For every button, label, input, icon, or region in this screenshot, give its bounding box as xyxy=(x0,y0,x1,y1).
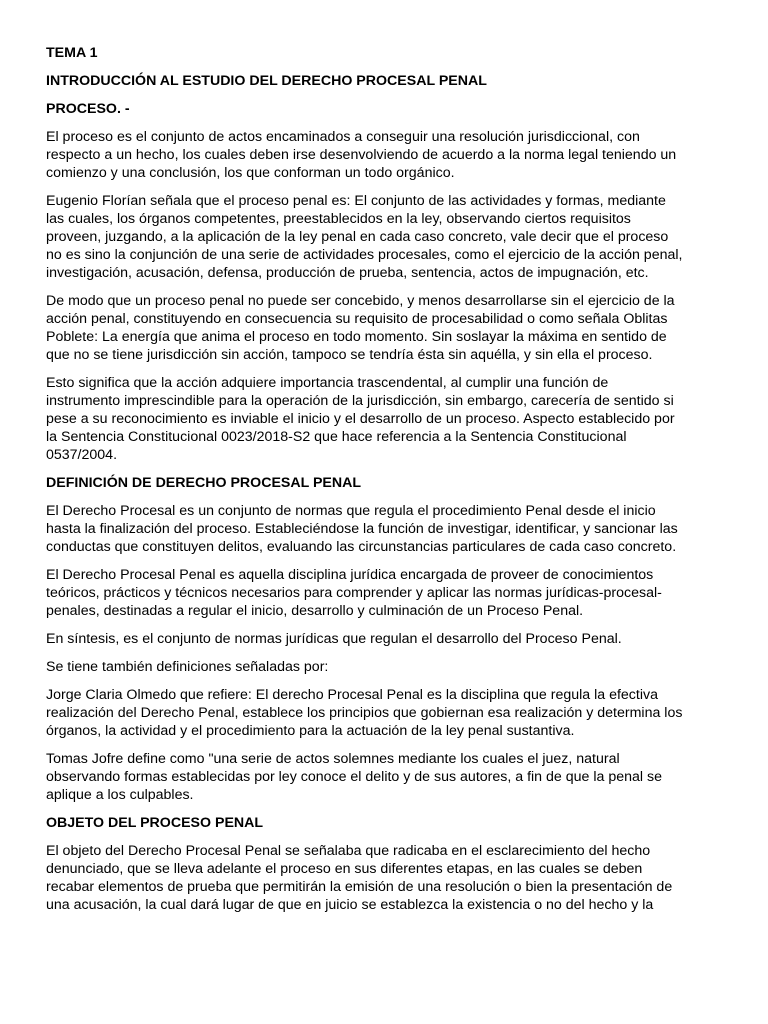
paragraph xyxy=(46,128,726,182)
paragraph xyxy=(46,192,726,282)
paragraph-line: El Derecho Procesal es un conjunto de normas que regula el procedimiento Penal desde el inicio xyxy=(46,503,656,519)
paragraph-line: El objeto del Derecho Procesal Penal se señalaba que radicaba en el esclarecimiento del hecho xyxy=(46,843,651,859)
paragraph xyxy=(46,292,726,364)
paragraph-line: comienzo y una conclusión, los que conforman un todo orgánico. xyxy=(46,165,455,181)
paragraph-line: teóricos, prácticos y técnicos necesarios para comprender y aplicar las normas jurídicas-procesal- xyxy=(46,585,662,601)
paragraph-line: la Sentencia Constitucional 0023/2018-S2 que hace referencia a la Sentencia Constitucional xyxy=(46,429,627,445)
paragraph-line: Se tiene también definiciones señaladas por: xyxy=(46,659,329,675)
paragraph xyxy=(46,686,726,740)
paragraph xyxy=(46,566,726,620)
paragraph-line: que no se tiene jurisdicción sin acción, tampoco se tendría ésta sin aquélla, y sin ella el proceso. xyxy=(46,347,653,363)
document-page xyxy=(46,44,726,924)
paragraph-line: respecto a un hecho, los cuales deben irse desenvolviendo de acuerdo a la norma legal teniendo un xyxy=(46,147,677,163)
paragraph xyxy=(46,374,726,464)
paragraph-line: órganos, la actividad y el procedimiento para la actuación de la ley penal sustantiva. xyxy=(46,723,575,739)
paragraph-line: conductas que constituyen delitos, evaluando las circunstancias particulares de cada caso concreto. xyxy=(46,539,677,555)
paragraph-line: Jorge Claria Olmedo que refiere: El derecho Procesal Penal es la disciplina que regula la efectiva xyxy=(46,687,658,703)
paragraph-line: El Derecho Procesal Penal es aquella disciplina jurídica encargada de proveer de conocimientos xyxy=(46,567,654,583)
paragraph-line: pese a su reconocimiento es inviable el inicio y el desarrollo de un proceso. Aspecto establecido por xyxy=(46,411,675,427)
paragraph-line: realización del Derecho Penal, establece los principios que gobiernan esa realización y determina los xyxy=(46,705,683,721)
paragraph-line: En síntesis, es el conjunto de normas jurídicas que regulan el desarrollo del Proceso Penal. xyxy=(46,631,622,647)
paragraph-line: penales, destinadas a regular el inicio, desarrollo y culminación de un Proceso Penal. xyxy=(46,603,584,619)
paragraph xyxy=(46,502,726,556)
paragraph-line: no es sino la conjunción de una serie de actividades procesales, como el ejercicio de la acción penal, xyxy=(46,247,683,263)
paragraph-line: aplique a los culpables. xyxy=(46,787,194,803)
section-heading-proceso: PROCESO. - xyxy=(46,101,130,117)
document-title: INTRODUCCIÓN AL ESTUDIO DEL DERECHO PROCESAL PENAL xyxy=(46,73,487,89)
paragraph-line: Tomas Jofre define como "una serie de actos solemnes mediante los cuales el juez, natural xyxy=(46,751,620,767)
paragraph xyxy=(46,750,726,804)
paragraph-line: recabar elementos de prueba que permitirán la emisión de una resolución o bien la presentación de xyxy=(46,879,673,895)
paragraph-line: denunciado, que se lleva adelante el proceso en sus diferentes etapas, en las cuales se deben xyxy=(46,861,643,877)
paragraph-line: acción penal, constituyendo en consecuencia su requisito de procesabilidad o como señala Oblitas xyxy=(46,311,668,327)
section-heading-definicion: DEFINICIÓN DE DERECHO PROCESAL PENAL xyxy=(46,475,362,491)
paragraph-line: las cuales, los órganos competentes, preestablecidos en la ley, observando ciertos requisitos xyxy=(46,211,631,227)
paragraph-line: observando formas establecidas por ley conoce el delito y de sus autores, a fin de que la penal se xyxy=(46,769,662,785)
paragraph xyxy=(46,658,726,676)
section-heading-objeto: OBJETO DEL PROCESO PENAL xyxy=(46,815,264,831)
paragraph xyxy=(46,842,726,914)
paragraph-line: una acusación, la cual dará lugar de que en juicio se establezca la existencia o no del hecho y la xyxy=(46,897,654,913)
topic-number: TEMA 1 xyxy=(46,45,98,61)
paragraph-line: instrumento imprescindible para la operación de la jurisdicción, sin embargo, carecería de sentido si xyxy=(46,393,674,409)
paragraph-line: proveen, juzgando, a la aplicación de la ley penal en cada caso concreto, vale decir que el proceso xyxy=(46,229,669,245)
paragraph-line: El proceso es el conjunto de actos encaminados a conseguir una resolución jurisdiccional, con xyxy=(46,129,640,145)
paragraph-line: 0537/2004. xyxy=(46,447,118,463)
paragraph-line: Poblete: La energía que anima el proceso en todo momento. Sin soslayar la máxima en sentido de xyxy=(46,329,667,345)
paragraph-line: Esto significa que la acción adquiere importancia trascendental, al cumplir una función de xyxy=(46,375,609,391)
paragraph-line: hasta la finalización del proceso. Estableciéndose la función de investigar, identificar, y sancionar las xyxy=(46,521,678,537)
paragraph-line: De modo que un proceso penal no puede ser concebido, y menos desarrollarse sin el ejercicio de la xyxy=(46,293,675,309)
paragraph-line: Eugenio Florían señala que el proceso penal es: El conjunto de las actividades y formas, mediante xyxy=(46,193,666,209)
paragraph xyxy=(46,630,726,648)
paragraph-line: investigación, acusación, defensa, producción de prueba, sentencia, actos de impugnación, etc. xyxy=(46,265,649,281)
